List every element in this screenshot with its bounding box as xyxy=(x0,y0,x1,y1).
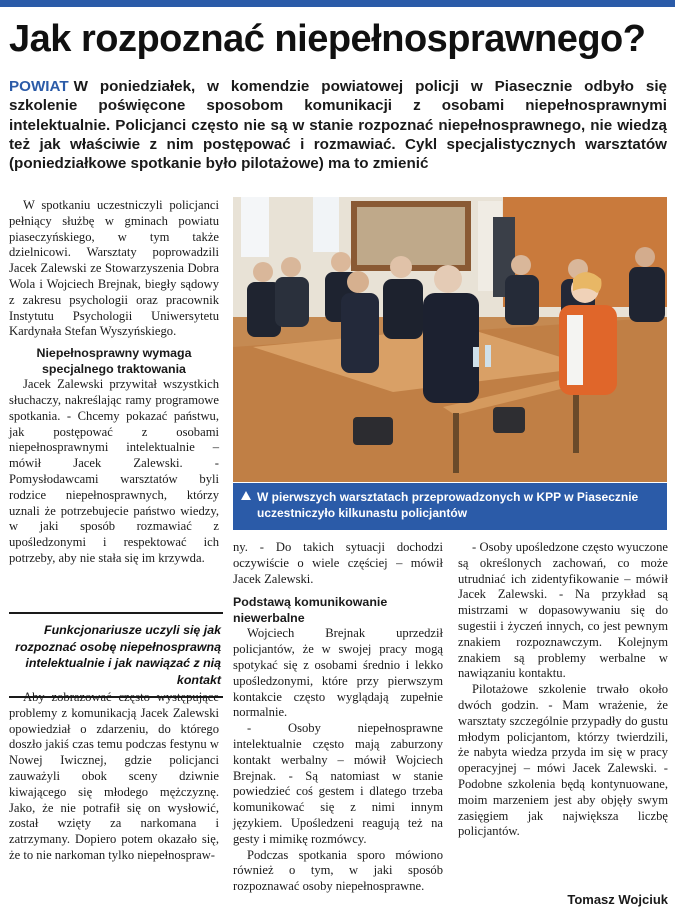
caption-text: W pierwszych warsztatach przeprowadzonych w KPP w Piasecznie uczestniczyło kilkunastu policjantów xyxy=(257,490,639,520)
col2-paragraph-2: Wojciech Brejnak uprzedził policjantów, że w swojej pracy mogą spotykać się z osobami średnio i lekko upośledzonymi, które przy pierwszym kontakcie często wyglądają zupełnie normalnie. xyxy=(233,626,443,720)
lead-paragraph xyxy=(9,77,667,173)
col2-paragraph-4: Podczas spotkania sporo mówiono również o tym, w jaki sposób rozpoznawać osoby niepełnosprawne. xyxy=(233,847,443,894)
workshop-photo-illustration xyxy=(233,197,667,482)
col1-paragraph-1: W spotkaniu uczestniczyli policjanci pełniący służbę w gminach powiatu piaseczyńskiego, w tym także dzielnicowi. Warsztaty poprowadzili Jacek Zalewski ze Stowarzyszenia Dobra Wola i Wojciech Brejnak, biegły sądowy z zakresu psychologii oraz pracownik Instytutu Psychologii Uniwersytetu Kardynała Stefan Wyszyńskiego. xyxy=(9,198,219,339)
byline: Tomasz Wojciuk xyxy=(567,892,668,907)
pull-quote: Funkcjonariusze uczyli się jak rozpoznać osobę niepełnosprawną intelektualnie i jak nawiązać z nią kontakt xyxy=(9,612,223,698)
col2-paragraph-3: - Osoby niepełnosprawne intelektualnie często mają zaburzony kontakt werbalny – mówił Wojciech Brejnak. - Są natomiast w stanie powiedzieć coś gestem i dlatego trzeba komunikować się z nimi innym językiem. Upośledzeni reagują też na gesty i mimikę rozmówcy. xyxy=(233,721,443,846)
lead-text: W poniedziałek, w komendzie powiatowej policji w Piasecznie odbyło się szkolenie poświęcone sposobom komunikacji z osobami niepełnosprawnymi intelektualnie. Policjanci często nie są w stanie rozpoznać niepełnosprawnego, nie wiedzą też jak właściwie z nim postępować i rozmawiać. Cykl specjalistycznych warsztatów (poniedziałkowe spotkanie było pilotażowe) ma to zmienić xyxy=(9,78,667,173)
headline: Jak rozpoznać niepełnosprawnego? xyxy=(9,18,646,60)
col1-paragraph-3: Aby zobrazować często występujące problemy z komunikacją Jacek Zalewski opowiedział o zdarzeniu, do którego doszło jakiś czas temu podczas festynu w Nowej Iwicznej, gdzie policjanci zauważyli obok sceny dziwnie kiwającego się młodego mężczyznę. Jako, że nie potrafił się on wysłowić, został wzięty za narkomana i zatrzymany. Dopiero potem okazało się, że to nie narkoman tylko niepełnospraw- xyxy=(9,690,219,862)
col2-paragraph-1: ny. - Do takich sytuacji dochodzi oczywiście o wiele częściej – mówił Jacek Zalewski. xyxy=(233,540,443,586)
column-3 xyxy=(458,540,668,840)
column-1-lower xyxy=(9,690,219,864)
kicker: POWIAT xyxy=(9,78,69,95)
col1-subhead: Niepełnosprawny wymaga specjalnego traktowania xyxy=(36,346,192,376)
top-accent-bar xyxy=(0,0,675,7)
col2-subhead: Podstawą komunikowanie niewerbalne xyxy=(233,595,388,625)
column-2 xyxy=(233,540,443,895)
column-1-upper xyxy=(9,198,219,567)
col3-paragraph-1: - Osoby upośledzone często wyuczone są określonych zachowań, co może utrudniać ich zidentyfikowanie – mówił Jacek Zalewski. - Na przykład są mistrzami w dopasowywaniu się do sugestii i życzeń innych, co jest pewnym znakiem rozpoznawczym. Kolejnym znakiem są problemy werbalne w nawiązaniu kontaktu. xyxy=(458,540,668,681)
article-photo xyxy=(233,197,667,482)
photo-caption xyxy=(233,483,667,530)
triangle-up-icon xyxy=(241,491,251,500)
col1-paragraph-2: Jacek Zalewski przywitał wszystkich słuchaczy, nakreślając ramy programowe spotkania. - Chcemy pokazać państwu, jak postępować z osobami niepełnosprawnymi intelektualnie – mówił Jacek Zalewski. - Pomysłodawcami warsztatów byli rodzice niepełnosprawnych, którzy uznali że potrzebujecie państwo wiedzy, w jaki sposób rozmawiać z upośledzonymi i respektować ich potrzeby, aby nie stała się im krzywda. xyxy=(9,377,219,565)
col3-paragraph-2: Pilotażowe szkolenie trwało około dwóch godzin. - Mam wrażenie, że warsztaty szczególnie przypadły do gustu młodym policjantom, którzy twierdzili, że nabyta wiedza przyda im się w pracy operacyjnej – mówi Jacek Zalewski. - Podobne szkolenia będą kontynuowane, moim marzeniem jest aby objęły swym zasięgiem jak największa liczbę policjantów. xyxy=(458,682,668,839)
